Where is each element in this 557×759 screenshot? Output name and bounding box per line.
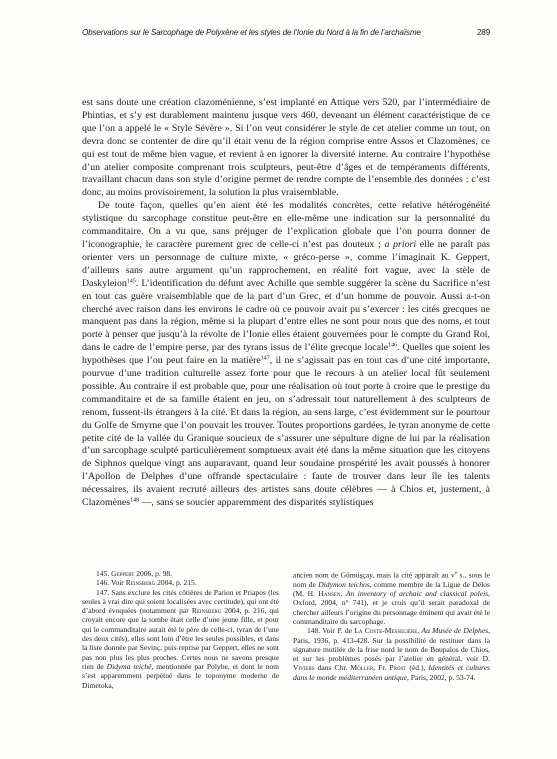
footnote-148-text-g: , Paris, 2002, p. 53-74. [407,672,476,682]
footnote-146-text: 2004, p. 215. [155,578,197,588]
footnote-148-book-title-2: Identités et cultures dans le monde méditerranéen antique [293,663,490,682]
page-number: 289 [476,28,490,37]
footnote-148-author-viviers: Viviers [293,663,315,673]
footnote-148 [293,626,490,682]
running-title: Observations sur le Sarcophage de Polyxène et les styles de l’Ionie du Nord à la fin de l’archaïsme [82,28,421,37]
paragraph-2 [82,200,490,510]
paragraph-2-text-f: —, sans se soucier apparemment des disparités stylistiques [139,497,374,509]
footnote-148-text-a: 148. Voir P. de [307,626,355,636]
footnote-ref-148[interactable]: 148 [130,497,140,504]
footnote-146-author: Reinsberg [125,578,156,588]
main-text [82,97,490,510]
footnote-147-placename-2: Didymon teichos [318,579,370,589]
footnote-146-number: 146. Voir [96,578,126,588]
footnote-147-text-d: ancien nom de Gümüşçay, mais la cité apparaît au v [293,570,455,580]
footnote-147-text-g: , [340,589,346,599]
footnote-148-text-d: dans Chr. [314,663,351,673]
footnote-147-text-e: s., sous le nom de [293,570,490,589]
footnote-ref-145[interactable]: 145 [126,278,136,285]
century-superscript: e [454,571,458,576]
paragraph-1: est sans doute une création clazoménienne, s’est implanté en Attique vers 520, par l’intermédiaire de Phintias, et s’y est durablement maintenu jusque vers 460, devenant un élément caractéristique de ce que l’on a appelé le « Style Sévère ». Si l’on veut considérer le style de cet atelier comme un tout, on devra donc se contenter de dire qu’il était venu de la région comprise entre Assos et Clazomènes, ce qui est tout de même bien vague, et revient à en ignorer la diversité interne. Au contraire l’hypothèse d’un atelier composite comprenant trois sculpteurs, peut-être d’âges et de tempéraments différents, travaillant chacun dans son style d’origine permet de rendre compte de l’ensemble des données : c’est donc, au moins provisoirement, la solution la plus vraisemblable. [82,97,490,199]
footnote-148-text-c: , Paris, 1936, p. 413-428. Sur la possibilité de restituer dans la signature mutilée de la frise nord le nom de Boupalos de Chios, et sur les problèmes posés par l’atelier en général, voir D. [293,626,491,664]
paragraph-2-text-a: De toute façon, quelles qu’en aient été les modalités concrètes, cette relative hétérogénéité stylistique du sarcophage constitue peut-être en elle-même une indication sur la personnalité du commanditaire. On a vu que, sans préjuger de l’explication globale que l’on pourra donner de l’iconographie, le caractère purement grec de celle-ci n’est pas douteux ; [82,200,490,250]
footnote-147-text-c: , mentionnée par Polybe, et dont le nom s’est apparemment perpétué dans le toponyme moderne de Dimetoka, [82,661,280,690]
footnote-147-author: Reinsberg [191,606,222,616]
footnote-148-text-b: , [417,626,422,636]
footnote-147-text-b: 2004, p. 216, qui croyait encore que la tombe était celle d’une jeune fille, et pour qui le commanditaire aurait été le père de celle-ci, tyran de l’une des deux cités), elles sont loin d’être les seules possibles, et dans la liste donnée par Sevinç, puis reprise par Geppert, elles ne sont pas non plus les plus proches. Certes nous ne savons presque rien de [82,606,279,671]
footnote-145-number: 145. [96,569,112,578]
footnote-147-placename: Didyma teichê [106,661,152,671]
paragraph-2-text-e: , il ne s’agissait pas en tout cas d’une cité importante, pourvue d’une tradition culturelle assez forte pour que le recours à un atelier local fût seulement possible. Au contraire il est probable que, pour une réalisation où tout porte à croire que le prestige du commanditaire et de sa famille étaient en jeu, on s’adressait tout naturellement à des sculpteurs de renom, fussent-ils étrangers à la cité. Et dans la région, au sens large, c’est évidemment sur le pourtour du Golfe de Smyrne que l’on pouvait les trouver. Toutes proportions gardées, le tyran anonyme de cette petite cité de la vallée du Granique soucieux de s’assurer une sépulture digne de lui par la réalisation d’un sarcophage sculpté particulièrement somptueux avait été dans la même situation que les citoyens de Siphnos quelque vingt ans auparavant, quand leur soudaine prospérité les avait poussés à honorer l’Apollon de Delphes d’une offrande spectaculaire : faute de trouver dans leur île les talents nécessaires, ils avaient recruté ailleurs des artistes sans doute célèbres — à Chios et, justement, à Clazomènes [82,355,490,509]
footnote-146 [82,578,279,587]
footnote-147 [82,588,279,690]
footnote-148-book-title: Au Musée de Delphes [421,626,489,636]
a-priori-emphasis: a priori [384,238,417,250]
footnote-ref-146[interactable]: 146 [388,342,398,349]
footnote-145 [82,569,279,578]
footnote-147-text-h: , Oxford, 2004, n° 741), et je crois qu’il serait paradoxal de chercher ailleurs l’origine du personnage éminent qui avait été le commanditaire du sarcophage. [293,589,490,626]
footnote-145-author: Geppert [111,569,135,578]
footnote-147-text-f: , comme membre de la Ligue de Délos (M. H. [293,579,490,599]
footnote-147-book-title: An inventory of archaic and classical poleis [345,589,489,599]
footnote-145-text: 2006, p. 98. [134,569,173,578]
footnote-147-author-hansen: Hansen [318,589,341,599]
footnote-147-text-a: 147. Sans exclure les cités côtières de Parion et Priapos (les seules à vrai dire qui soient localisées avec certitude), qui ont été d’abord évoquées (notamment par [82,587,279,616]
running-header [82,28,490,37]
footnote-148-text-f: (éd.), [406,663,429,673]
footnote-148-author-moller: Möller [350,663,374,673]
footnote-148-author-prost: Prost [389,663,407,673]
footnote-ref-147[interactable]: 147 [260,355,270,362]
footnotes-right-column [293,569,490,690]
footnote-148-text-e: , Fr. [373,663,390,673]
footnotes-left-column [82,569,279,690]
paragraph-2-text-b: elle ne paraît pas orienter vers un personnage de culture mixte, « gréco-perse », comme l’imaginait K. Geppert, d’ailleurs sans autre argument qu’un rapprochement, en réalité fort vague, avec la stèle de Daskyleion [82,238,491,289]
footnote-148-author: La Coste-Messelière [354,626,418,636]
paragraph-2-text-d: . Quelles que soient les hypothèses que l’on peut faire en la matière [82,342,490,367]
footnotes [82,569,490,690]
footnote-147-continued [293,569,490,626]
paragraph-2-text-c: . L’identification du défunt avec Achille que semble suggérer la scène du Sacrifice n’est en tout cas guère vraisemblable que de la part d’un Grec, et d’un homme de pouvoir. Aussi a-t-on cherché avec raison dans les environs le cadre où ce pouvoir avait pu s’exercer : les cités grecques ne manquent pas dans la région, même si la plupart d’entre elles ne sont pour nous que des noms, et tout porte à penser que jusqu’à la révolte de l’Ionie elles étaient gouvernées pour le compte du Grand Roi, dans le cadre de l’empire perse, par des tyrans issus de l’élite grecque locale [82,277,490,354]
